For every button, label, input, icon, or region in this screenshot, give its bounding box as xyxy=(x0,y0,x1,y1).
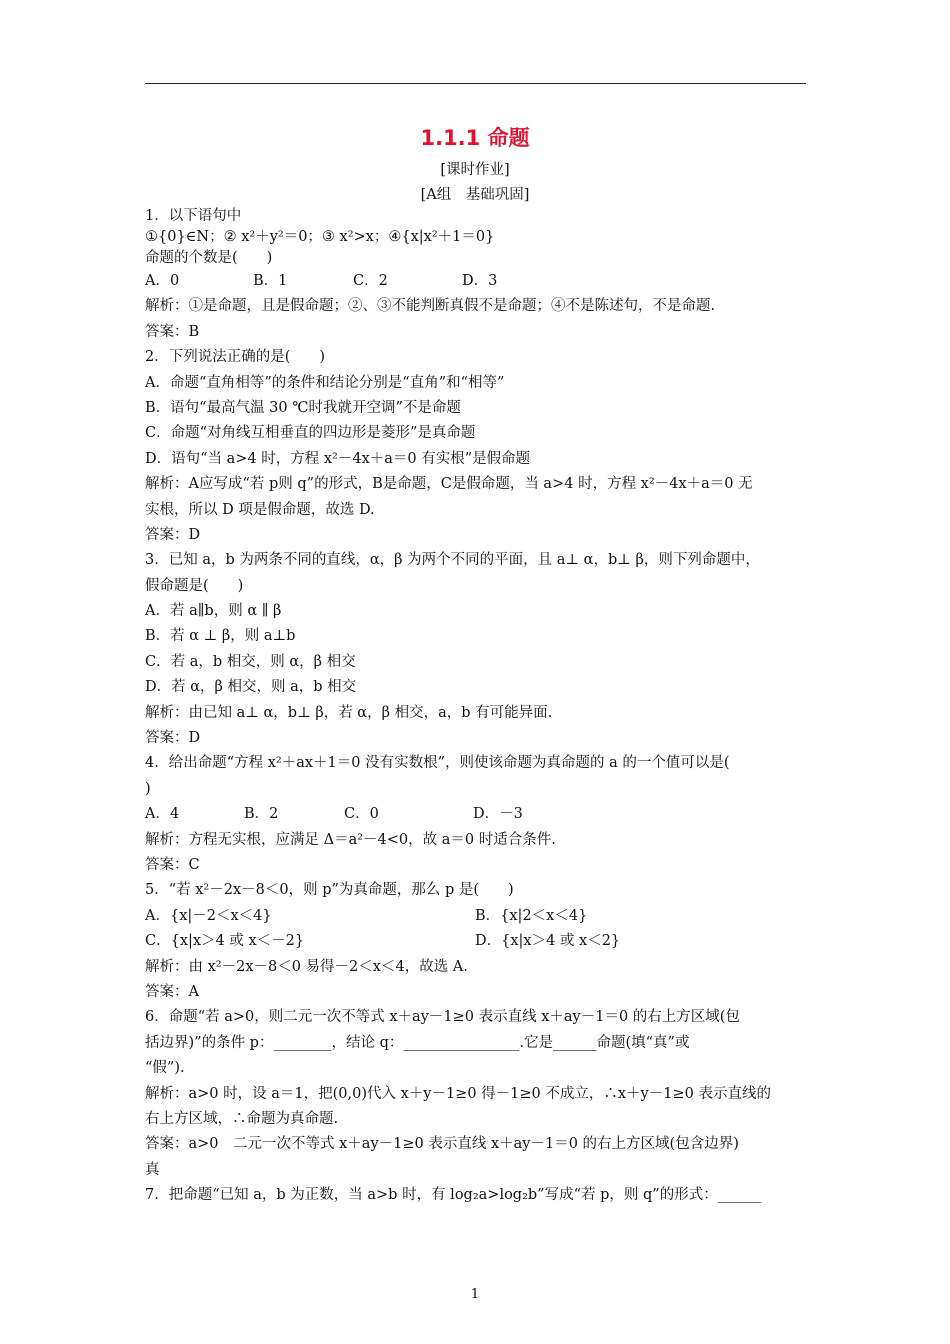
q5-answer: 答案：A xyxy=(145,983,199,1000)
q3-option-c: C．若 a，b 相交，则 α，β 相交 xyxy=(145,653,356,670)
q3-option-a: A．若 a∥b，则 α ∥ β xyxy=(145,603,282,620)
q3-option-d: D．若 α，β 相交，则 a，b 相交 xyxy=(145,679,357,696)
q2-option-a: A．命题“直角相等”的条件和结论分别是“直角”和“相等” xyxy=(145,374,505,391)
q2-option-d: D．语句“当 a>4 时，方程 x²－4x＋a＝0 有实根”是假命题 xyxy=(145,450,531,467)
q5-options-row-2 xyxy=(145,929,807,954)
q2-option-c: C．命题“对角线互相垂直的四边形是菱形”是真命题 xyxy=(145,425,476,442)
q1-options xyxy=(145,269,807,294)
q6-answer-line-1: 答案：a>0 二元一次不等式 x＋ay－1≥0 表示直线 x＋ay－1＝0 的右上方区域(包含边界) xyxy=(145,1136,739,1153)
q3-option-b: B．若 α ⊥ β，则 a⊥b xyxy=(145,628,296,645)
q4-stem-line-1: 4．给出命题“方程 x²＋ax＋1＝0 没有实数根”，则使该命题为真命题的 a 的一个值可以是( xyxy=(145,755,730,772)
q6-stem-line-1: 6．命题“若 a>0，则二元一次不等式 x＋ay－1≥0 表示直线 x＋ay－1＝0 的右上方区域(包 xyxy=(145,1009,740,1026)
q6-answer-line-2: 真 xyxy=(145,1161,160,1178)
q5-stem: 5．“若 x²－2x－8＜0，则 p”为真命题，那么 p 是( ) xyxy=(145,882,514,899)
q4-option-d: D．－3 xyxy=(473,806,523,823)
q1-option-a: A．0 xyxy=(145,273,180,289)
page-number: 1 xyxy=(470,1287,480,1302)
q5-option-d: D．{x|x＞4 或 x＜2} xyxy=(475,933,621,950)
q4-stem-line-2: ) xyxy=(145,780,151,797)
q4-answer: 答案：C xyxy=(145,856,200,873)
q1-option-d: D．3 xyxy=(462,273,498,289)
q1-analysis: 解析：①是命题，且是假命题；②、③不能判断真假不是命题；④不是陈述句，不是命题. xyxy=(145,298,716,315)
q2-option-b: B．语句“最高气温 30 ℃时我就开空调”不是命题 xyxy=(145,399,461,416)
q1-option-c: C．2 xyxy=(353,273,388,289)
q1-stem: 1．以下语句中 xyxy=(145,208,242,224)
q1-ask: 命题的个数是( ) xyxy=(145,250,273,266)
q6-stem-line-3: “假”). xyxy=(145,1060,185,1077)
q4-option-b: B．2 xyxy=(244,806,279,823)
q6-stem-line-2: 括边界)”的条件 p：________，结论 q：________________.它是______命题(填“真”或 xyxy=(145,1034,690,1051)
q1-answer: 答案：B xyxy=(145,323,200,340)
q5-analysis: 解析：由 x²－2x－8＜0 易得－2＜x＜4，故选 A. xyxy=(145,958,468,975)
q2-answer: 答案：D xyxy=(145,526,201,543)
q3-answer: 答案：D xyxy=(145,730,201,747)
section-label-homework: [课时作业] xyxy=(440,162,510,178)
q4-analysis: 解析：方程无实根，应满足 Δ＝a²－4<0，故 a＝0 时适合条件. xyxy=(145,831,556,848)
q4-options xyxy=(145,802,807,827)
q5-option-c: C．{x|x＞4 或 x＜－2} xyxy=(145,933,305,950)
q6-analysis-line-2: 右上方区域，∴命题为真命题. xyxy=(145,1110,339,1127)
q4-option-a: A．4 xyxy=(145,806,180,823)
q3-analysis: 解析：由已知 a⊥ α，b⊥ β，若 α，β 相交，a，b 有可能异面. xyxy=(145,704,553,721)
q6-analysis-line-1: 解析：a>0 时，设 a＝1，把(0,0)代入 x＋y－1≥0 得－1≥0 不成立，∴x＋y－1≥0 表示直线的 xyxy=(145,1085,771,1102)
q1-items: ①{0}∈N；② x²＋y²＝0；③ x²>x；④{x|x²＋1＝0} xyxy=(145,229,495,245)
page-title: 1.1.1 命题 xyxy=(420,126,530,150)
q3-stem-line-1: 3．已知 a，b 为两条不同的直线，α，β 为两个不同的平面，且 a⊥ α，b⊥ β，则下列命题中， xyxy=(145,552,760,569)
q2-analysis-line-1: 解析：A应写成“若 p则 q”的形式，B是命题，C是假命题，当 a>4 时，方程 x²－4x＋a＝0 无 xyxy=(145,476,753,493)
q5-options-row-1 xyxy=(145,904,807,929)
q4-option-c: C．0 xyxy=(344,806,379,823)
header-rule xyxy=(145,83,806,84)
q2-analysis-line-2: 实根，所以 D 项是假命题，故选 D. xyxy=(145,501,375,518)
q7-stem: 7．把命题“已知 a，b 为正数，当 a>b 时，有 log₂a>log₂b”写成“若 p，则 q”的形式：______ xyxy=(145,1187,762,1204)
q1-option-b: B．1 xyxy=(253,273,288,289)
question-list xyxy=(145,206,807,1208)
q5-option-b: B．{x|2＜x＜4} xyxy=(475,907,588,924)
q3-stem-line-2: 假命题是( ) xyxy=(145,577,244,594)
section-label-group-a: [A组 基础巩固] xyxy=(420,187,530,203)
q2-stem: 2．下列说法正确的是( ) xyxy=(145,349,326,366)
q5-option-a: A．{x|－2＜x＜4} xyxy=(145,907,272,924)
